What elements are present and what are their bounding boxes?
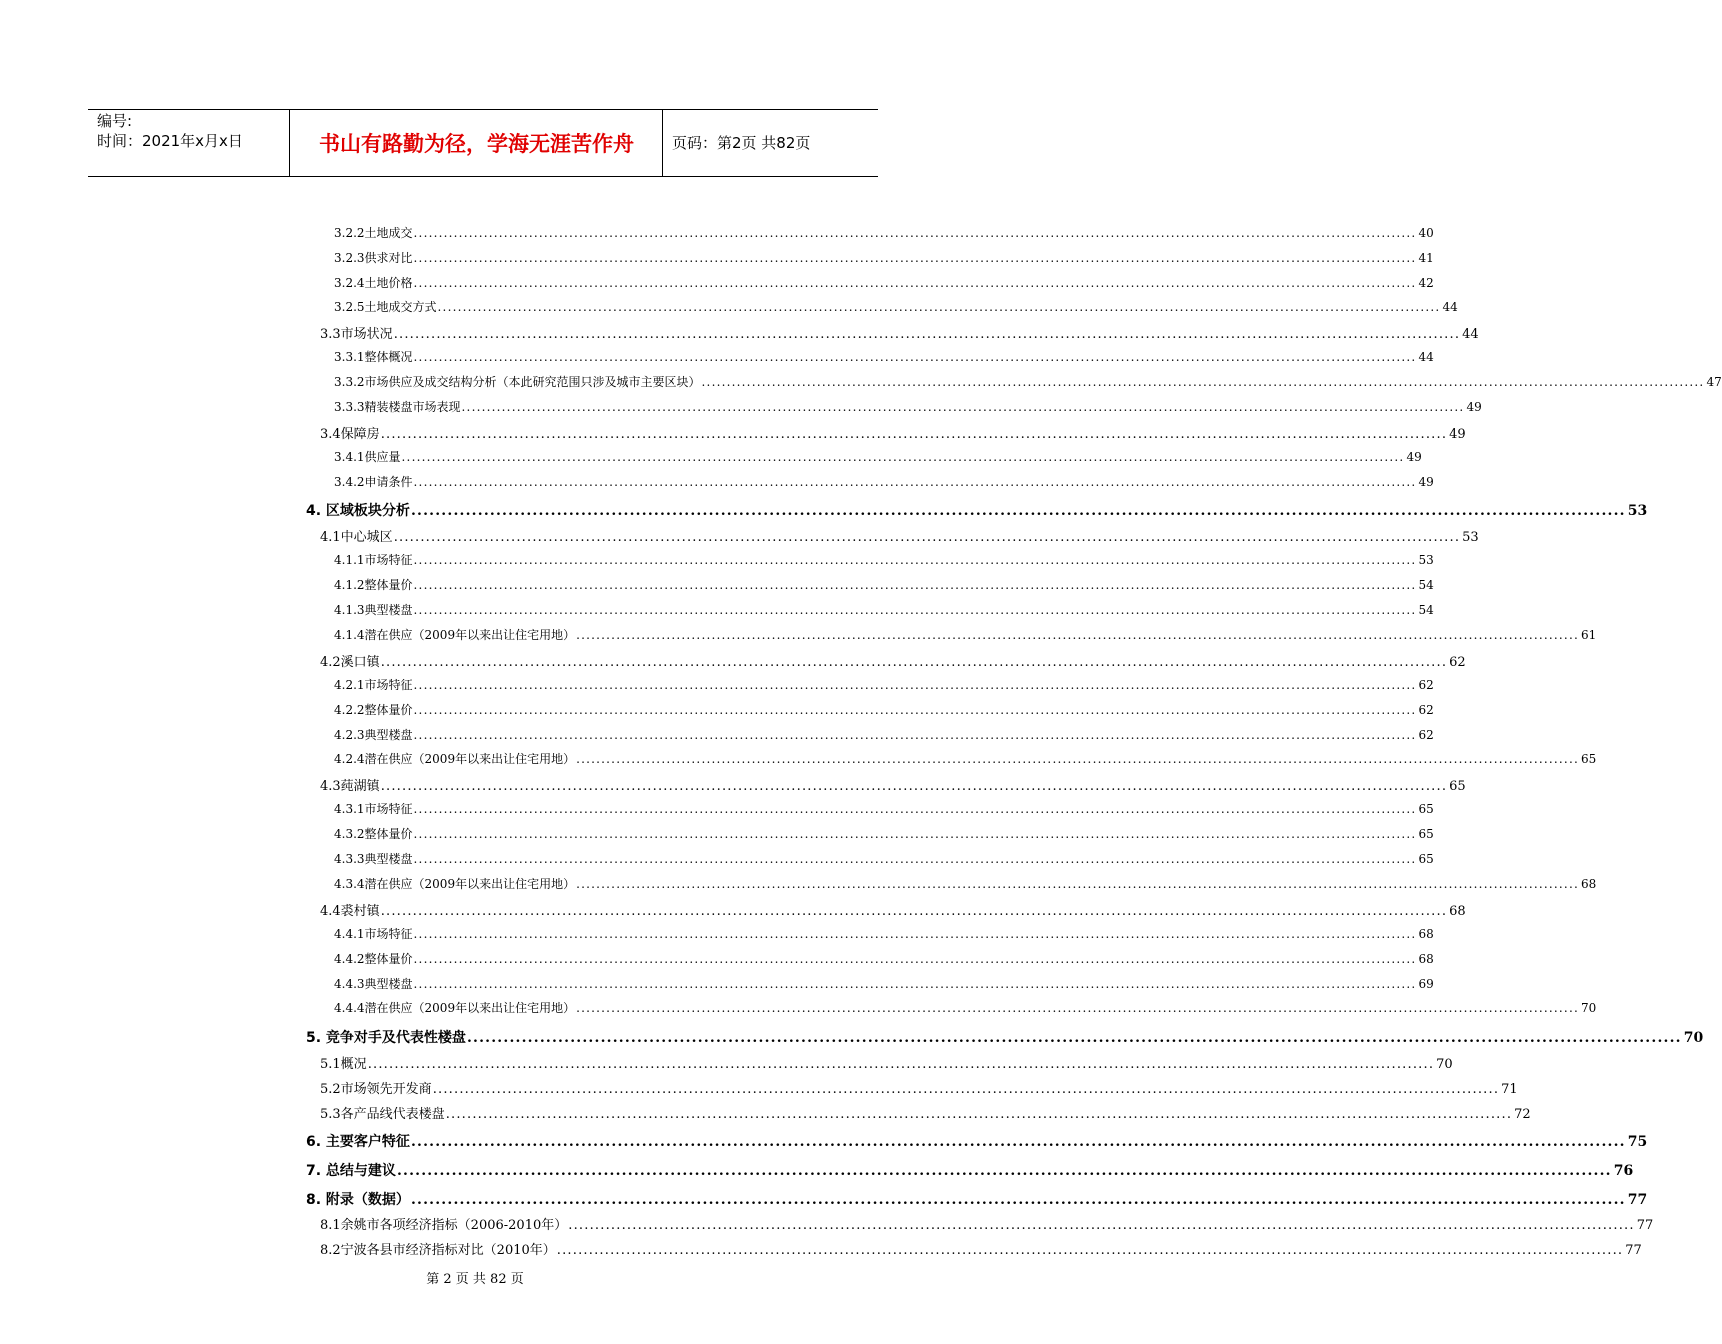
toc-entry-title: 4.4.2整体量价 — [334, 952, 413, 966]
toc-entry-title: 3.4保障房 — [320, 427, 380, 442]
toc-entry-title: 4.2.2整体量价 — [334, 703, 413, 717]
toc-entry[interactable] — [334, 398, 1482, 415]
toc-leader-dots: ........................................................................................................................................................................................................ — [410, 503, 1626, 519]
toc-leader-dots: ........................................................................................................................................................................................................ — [396, 1163, 1612, 1179]
toc-leader-dots: ........................................................................................................................................................................................................ — [556, 1243, 1624, 1258]
toc-entry-title: 4.4裘村镇 — [320, 904, 380, 919]
toc-entry-title: 4.1.1市场特征 — [334, 553, 413, 567]
toc-entry[interactable] — [320, 1214, 1654, 1233]
toc-leader-dots: ........................................................................................................................................................................................................ — [413, 603, 1417, 617]
header-motto: 书山有路勤为径，学海无涯苦作舟 — [319, 132, 634, 156]
toc-entry[interactable] — [334, 373, 1722, 390]
toc-entry[interactable] — [320, 1053, 1453, 1072]
toc-entry-title: 6. 主要客户特征 — [306, 1134, 410, 1150]
toc-entry-page: 65 — [1449, 779, 1466, 794]
toc-entry[interactable] — [334, 576, 1434, 593]
toc-entry-page: 65 — [1418, 802, 1434, 816]
toc-leader-dots: ........................................................................................................................................................................................................ — [380, 427, 1448, 442]
toc-leader-dots: ........................................................................................................................................................................................................ — [413, 251, 1417, 265]
toc-entry-page: 53 — [1418, 553, 1434, 567]
toc-leader-dots: ........................................................................................................................................................................................................ — [413, 350, 1417, 364]
toc-entry-page: 68 — [1418, 952, 1434, 966]
toc-leader-dots: ........................................................................................................................................................................................................ — [413, 475, 1417, 489]
toc-entry-title: 4.3.2整体量价 — [334, 827, 413, 841]
toc-entry-title: 5.2市场领先开发商 — [320, 1082, 432, 1097]
toc-leader-dots: ........................................................................................................................................................................................................ — [413, 802, 1417, 816]
toc-leader-dots: ........................................................................................................................................................................................................ — [576, 1001, 1579, 1015]
document-number-label: 编号: — [97, 112, 133, 130]
toc-entry-title: 3.2.4土地价格 — [334, 276, 413, 290]
toc-entry[interactable] — [320, 651, 1466, 670]
toc-entry-title: 4.2溪口镇 — [320, 655, 380, 670]
toc-entry-page: 69 — [1418, 977, 1434, 991]
toc-entry-title: 4.1.2整体量价 — [334, 578, 413, 592]
toc-entry[interactable] — [320, 423, 1466, 442]
toc-entry[interactable] — [306, 1189, 1648, 1209]
toc-entry-page: 40 — [1418, 226, 1434, 240]
toc-entry-title: 4.3.3典型楼盘 — [334, 852, 413, 866]
toc-entry[interactable] — [334, 601, 1434, 618]
toc-entry-title: 4.3.1市场特征 — [334, 802, 413, 816]
toc-entry[interactable] — [334, 274, 1434, 291]
toc-entry-page: 62 — [1418, 703, 1434, 717]
toc-entry[interactable] — [334, 750, 1597, 767]
toc-entry[interactable] — [334, 850, 1434, 867]
toc-leader-dots: ........................................................................................................................................................................................................ — [380, 655, 1448, 670]
toc-leader-dots: ........................................................................................................................................................................................................ — [701, 375, 1705, 389]
toc-entry-title: 3.2.3供求对比 — [334, 251, 413, 265]
toc-entry-page: 71 — [1501, 1082, 1518, 1097]
toc-entry[interactable] — [320, 323, 1479, 342]
page-footer: 第 2 页 共 82 页 — [426, 1272, 524, 1287]
toc-entry[interactable] — [334, 473, 1434, 490]
toc-entry-page: 65 — [1418, 827, 1434, 841]
toc-entry-page: 53 — [1462, 530, 1479, 545]
toc-entry-title: 4.1.4潜在供应（2009年以来出让住宅用地） — [334, 628, 576, 642]
toc-entry-page: 68 — [1449, 904, 1466, 919]
toc-leader-dots: ........................................................................................................................................................................................................ — [410, 1192, 1626, 1208]
toc-leader-dots: ........................................................................................................................................................................................................ — [413, 578, 1417, 592]
toc-entry[interactable] — [320, 900, 1466, 919]
toc-leader-dots: ........................................................................................................................................................................................................ — [367, 1057, 1435, 1072]
toc-entry-page: 49 — [1466, 400, 1482, 414]
toc-entry-page: 70 — [1436, 1057, 1453, 1072]
toc-entry-page: 77 — [1627, 1192, 1648, 1208]
toc-entry-title: 3.4.2申请条件 — [334, 475, 413, 489]
toc-entry-page: 68 — [1580, 877, 1597, 891]
toc-leader-dots: ........................................................................................................................................................................................................ — [380, 904, 1448, 919]
toc-entry-title: 7. 总结与建议 — [306, 1163, 396, 1179]
toc-entry[interactable] — [334, 249, 1434, 266]
toc-entry[interactable] — [306, 1027, 1704, 1047]
toc-entry[interactable] — [334, 448, 1422, 465]
toc-leader-dots: ........................................................................................................................................................................................................ — [380, 779, 1448, 794]
toc-entry[interactable] — [334, 825, 1434, 842]
toc-entry[interactable] — [334, 800, 1434, 817]
toc-entry[interactable] — [334, 701, 1434, 718]
toc-entry-page: 68 — [1418, 927, 1434, 941]
toc-entry-title: 3.3.2市场供应及成交结构分析（本此研究范围只涉及城市主要区块） — [334, 375, 701, 389]
toc-entry-title: 4.3莼湖镇 — [320, 779, 380, 794]
toc-leader-dots: ........................................................................................................................................................................................................ — [576, 752, 1579, 766]
toc-leader-dots: ........................................................................................................................................................................................................ — [413, 977, 1417, 991]
header-info — [97, 111, 243, 151]
toc-entry[interactable] — [306, 1160, 1634, 1180]
toc-leader-dots: ........................................................................................................................................................................................................ — [413, 852, 1417, 866]
document-time-label: 时间：2021年x月x日 — [97, 132, 243, 150]
toc-entry-page: 65 — [1418, 852, 1434, 866]
toc-entry-page: 49 — [1418, 475, 1434, 489]
toc-entry-title: 4.2.4潜在供应（2009年以来出让住宅用地） — [334, 752, 576, 766]
toc-entry-page: 44 — [1442, 300, 1458, 314]
toc-entry-title: 4.2.1市场特征 — [334, 678, 413, 692]
toc-entry-title: 4.2.3典型楼盘 — [334, 728, 413, 742]
toc-leader-dots: ........................................................................................................................................................................................................ — [445, 1107, 1513, 1122]
toc-entry-title: 5.1概况 — [320, 1057, 367, 1072]
toc-leader-dots: ........................................................................................................................................................................................................ — [413, 276, 1417, 290]
toc-leader-dots: ........................................................................................................................................................................................................ — [413, 553, 1417, 567]
header-page-label: 页码：第2页 共82页 — [672, 134, 811, 152]
toc-entry-page: 77 — [1625, 1243, 1642, 1258]
toc-entry-page: 75 — [1627, 1134, 1648, 1150]
toc-entry-title: 3.2.2土地成交 — [334, 226, 413, 240]
toc-entry-page: 72 — [1514, 1107, 1531, 1122]
toc-entry[interactable] — [320, 1103, 1531, 1122]
toc-entry[interactable] — [320, 526, 1479, 545]
toc-entry-title: 4.1中心城区 — [320, 530, 393, 545]
toc-entry-page: 77 — [1636, 1218, 1654, 1233]
toc-entry-page: 44 — [1418, 350, 1434, 364]
toc-entry-title: 3.2.5土地成交方式 — [334, 300, 437, 314]
toc-entry-title: 4.3.4潜在供应（2009年以来出让住宅用地） — [334, 877, 576, 891]
header-top-rule — [88, 109, 878, 110]
toc-entry-title: 3.3.3精装楼盘市场表现 — [334, 400, 461, 414]
toc-entry-title: 3.3.1整体概况 — [334, 350, 413, 364]
toc-entry-page: 70 — [1580, 1001, 1597, 1015]
toc-entry-title: 5. 竞争对手及代表性楼盘 — [306, 1030, 466, 1046]
toc-leader-dots: ........................................................................................................................................................................................................ — [413, 952, 1417, 966]
toc-entry-page: 65 — [1580, 752, 1597, 766]
toc-entry-title: 8.2宁波各县市经济指标对比（2010年） — [320, 1243, 556, 1258]
toc-leader-dots: ........................................................................................................................................................................................................ — [568, 1218, 1635, 1233]
toc-entry[interactable] — [334, 925, 1434, 942]
toc-leader-dots: ........................................................................................................................................................................................................ — [437, 300, 1441, 314]
toc-leader-dots: ........................................................................................................................................................................................................ — [466, 1030, 1682, 1046]
toc-entry-page: 53 — [1627, 503, 1648, 519]
toc-leader-dots: ........................................................................................................................................................................................................ — [432, 1082, 1500, 1097]
toc-entry-page: 62 — [1449, 655, 1466, 670]
toc-entry-title: 4. 区域板块分析 — [306, 503, 410, 519]
toc-entry[interactable] — [320, 1239, 1642, 1258]
toc-entry-page: 62 — [1418, 678, 1434, 692]
toc-entry-page: 44 — [1462, 327, 1479, 342]
toc-entry-page: 54 — [1418, 578, 1434, 592]
toc-entry-page: 42 — [1418, 276, 1434, 290]
toc-entry[interactable] — [334, 999, 1597, 1016]
toc-entry-page: 76 — [1613, 1163, 1634, 1179]
toc-entry[interactable] — [306, 500, 1648, 520]
toc-entry[interactable] — [334, 348, 1434, 365]
toc-leader-dots: ........................................................................................................................................................................................................ — [410, 1134, 1626, 1150]
toc-entry-title: 8. 附录（数据） — [306, 1192, 410, 1208]
toc-leader-dots: ........................................................................................................................................................................................................ — [413, 728, 1417, 742]
toc-entry[interactable] — [334, 950, 1434, 967]
toc-entry[interactable] — [334, 726, 1434, 743]
toc-entry-title: 8.1余姚市各项经济指标（2006-2010年） — [320, 1218, 568, 1233]
toc-entry-title: 3.3市场状况 — [320, 327, 393, 342]
toc-entry-title: 4.1.3典型楼盘 — [334, 603, 413, 617]
toc-leader-dots: ........................................................................................................................................................................................................ — [413, 678, 1417, 692]
toc-entry[interactable] — [334, 224, 1434, 241]
toc-entry-page: 49 — [1449, 427, 1466, 442]
toc-entry-title: 4.4.1市场特征 — [334, 927, 413, 941]
toc-entry-title: 5.3各产品线代表楼盘 — [320, 1107, 445, 1122]
toc-leader-dots: ........................................................................................................................................................................................................ — [413, 827, 1417, 841]
toc-entry[interactable] — [320, 1078, 1518, 1097]
toc-leader-dots: ........................................................................................................................................................................................................ — [393, 327, 1461, 342]
toc-entry-title: 3.4.1供应量 — [334, 450, 401, 464]
toc-entry-title: 4.4.3典型楼盘 — [334, 977, 413, 991]
header-bottom-rule — [88, 176, 878, 177]
toc-leader-dots: ........................................................................................................................................................................................................ — [413, 703, 1417, 717]
toc-leader-dots: ........................................................................................................................................................................................................ — [401, 450, 1405, 464]
toc-leader-dots: ........................................................................................................................................................................................................ — [576, 628, 1579, 642]
toc-entry[interactable] — [334, 551, 1434, 568]
toc-leader-dots: ........................................................................................................................................................................................................ — [413, 226, 1417, 240]
toc-entry-page: 41 — [1418, 251, 1434, 265]
toc-entry[interactable] — [306, 1131, 1648, 1151]
toc-entry-title: 4.4.4潜在供应（2009年以来出让住宅用地） — [334, 1001, 576, 1015]
toc-leader-dots: ........................................................................................................................................................................................................ — [576, 877, 1579, 891]
toc-leader-dots: ........................................................................................................................................................................................................ — [393, 530, 1461, 545]
toc-entry-page: 54 — [1418, 603, 1434, 617]
toc-leader-dots: ........................................................................................................................................................................................................ — [413, 927, 1417, 941]
toc-entry-page: 61 — [1580, 628, 1597, 642]
toc-entry-page: 49 — [1406, 450, 1422, 464]
toc-entry[interactable] — [334, 298, 1458, 315]
toc-entry[interactable] — [320, 775, 1466, 794]
toc-entry[interactable] — [334, 626, 1597, 643]
toc-leader-dots: ........................................................................................................................................................................................................ — [461, 400, 1465, 414]
toc-entry-page: 47 — [1706, 375, 1722, 389]
toc-entry-page: 62 — [1418, 728, 1434, 742]
toc-entry[interactable] — [334, 875, 1597, 892]
toc-entry[interactable] — [334, 676, 1434, 693]
toc-entry[interactable] — [334, 975, 1434, 992]
toc-entry-page: 70 — [1683, 1030, 1704, 1046]
